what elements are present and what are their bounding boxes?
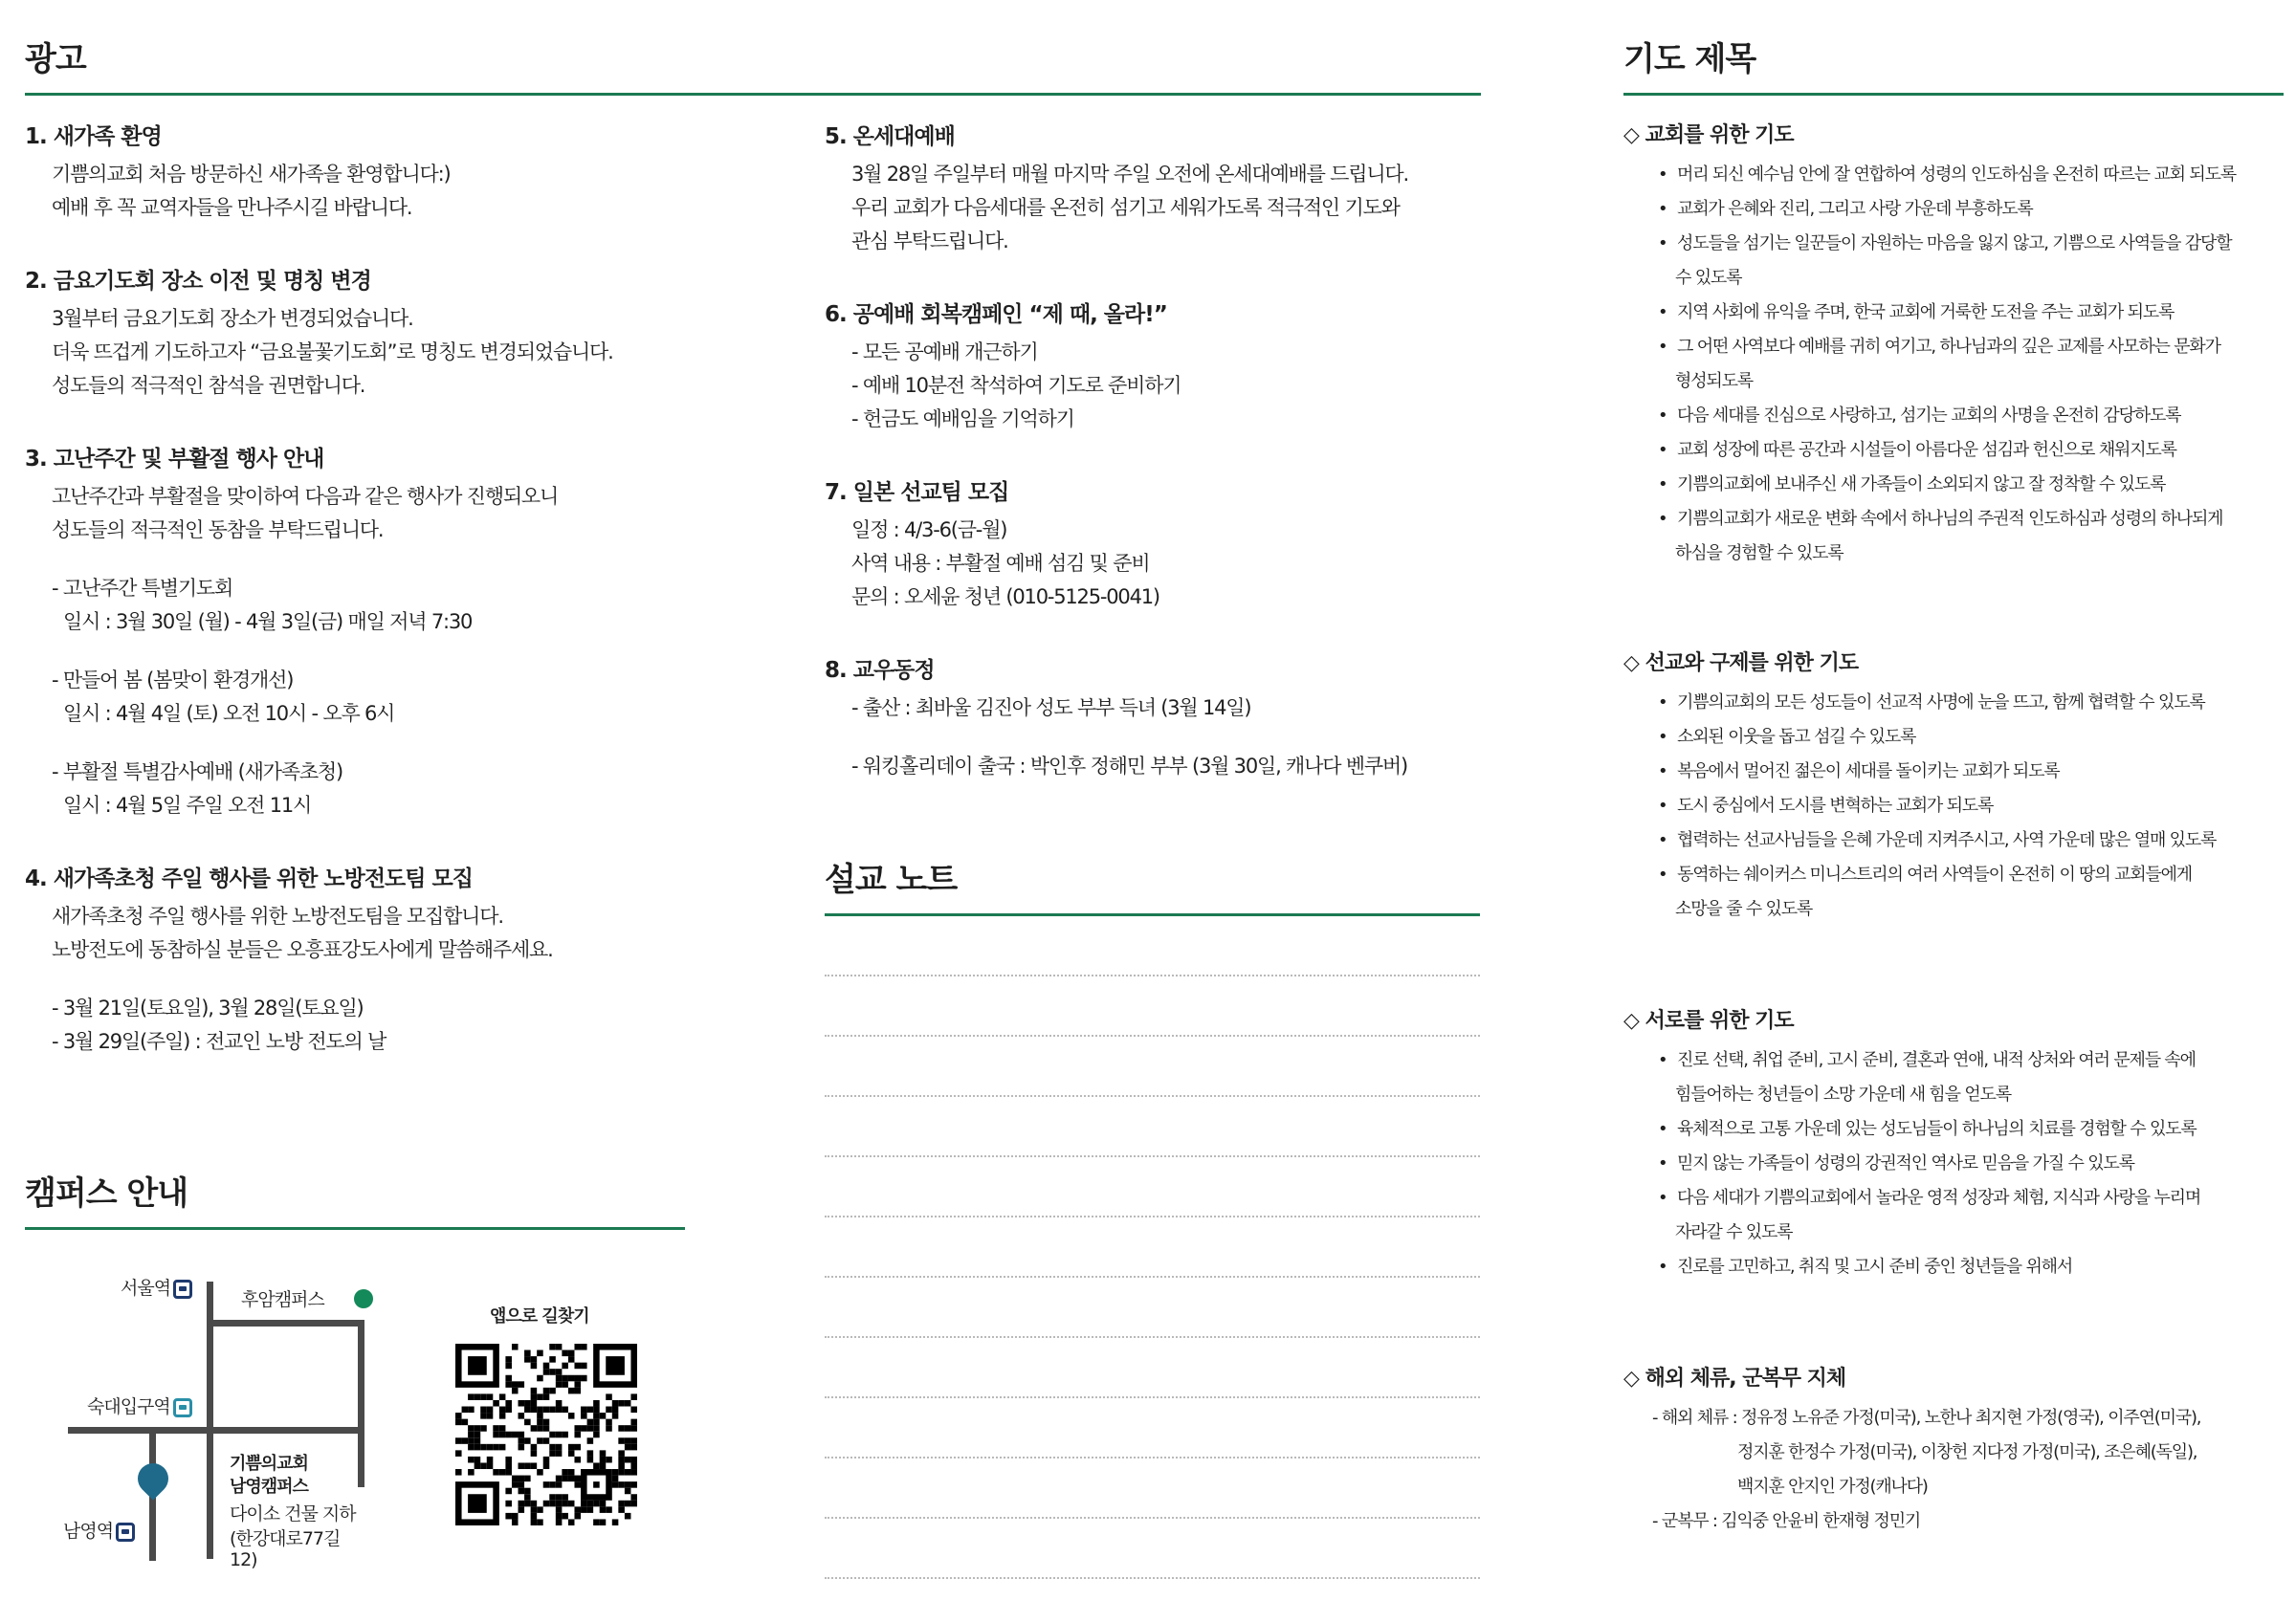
ad-title: 7. 일본 선교팀 모집: [825, 480, 1009, 505]
prayer-item-text: • 협력하는 선교사님들을 은혜 가운데 지켜주시고, 사역 가운데 많은 열매 있도록: [1677, 830, 2217, 850]
prayer-item-text: • 기쁨의교회가 새로운 변화 속에서 하나님의 주권적 인도하심과 성령의 하나되게: [1677, 509, 2223, 529]
note-line[interactable]: [825, 1037, 1480, 1097]
prayer-item-text: • 교회 성장에 따른 공간과 시설들이 아름다운 섬김과 헌신으로 채워지도록: [1677, 440, 2176, 460]
note-line[interactable]: [825, 1459, 1480, 1519]
prayer-item-text: • 믿지 않는 가족들이 성령의 강권적인 역사로 믿음을 가질 수 있도록: [1677, 1153, 2134, 1173]
prayer-group-church: [1623, 119, 2284, 571]
sermon-title: 설교 노트: [825, 853, 1480, 916]
prayer-item-text: 자라갈 수 있도록: [1675, 1222, 1793, 1242]
prayer-item-text: • 진로를 고민하고, 취직 및 고시 준비 중인 청년들을 위해서: [1677, 1257, 2073, 1277]
prayer-item-text: • 다음 세대가 기쁨의교회에서 놀라운 영적 성장과 체험, 지식과 사랑을 누리며: [1677, 1188, 2201, 1208]
prayer-item-text: • 그 어떤 사역보다 예배를 귀히 여기고, 하나님과의 깊은 교제를 사모하는 문화가: [1677, 337, 2220, 357]
prayer-group-title: ◇ 교회를 위한 기도: [1623, 123, 1794, 147]
huam-campus-label: 후암캠퍼스: [241, 1289, 324, 1310]
campus-map-area: [44, 1253, 695, 1578]
ad-title: 8. 교우동정: [825, 658, 935, 683]
sookmyung-station-label: 숙대입구역: [87, 1393, 192, 1418]
prayer-item-text: 소망을 줄 수 있도록: [1675, 899, 1813, 919]
ad-line: 사역 내용 : 부활절 예배 섬김 및 준비: [851, 552, 1150, 575]
prayer-item-text: • 기쁨의교회에 보내주신 새 가족들이 소외되지 않고 잘 정착할 수 있도록: [1677, 474, 2166, 494]
prayer-item: [1623, 823, 2284, 858]
prayer-list: [1623, 158, 2284, 571]
ad-title: 3. 고난주간 및 부활절 행사 안내: [25, 447, 324, 472]
abroad-line: 정지훈 한정수 가정(미국), 이창헌 지다정 가정(미국), 조은혜(독일),: [1737, 1442, 2197, 1462]
namyoung-station-label: 남영역: [63, 1517, 135, 1543]
ad-line: - 예배 10분전 착석하여 기도로 준비하기: [851, 374, 1181, 397]
event-name: - 고난주간 특별기도회: [52, 577, 233, 600]
prayer-title: 기도 제목: [1623, 33, 2284, 96]
prayer-item-text: 형성되도록: [1675, 371, 1753, 391]
prayer-group-title: ◇ 서로를 위한 기도: [1623, 1009, 1794, 1033]
prayer-item: [1623, 330, 2284, 399]
event-name: - 만들어 봄 (봄맞이 환경개선): [52, 669, 294, 691]
address-line: 12): [230, 1549, 257, 1570]
prayer-item: [1623, 433, 2284, 468]
event-date: 일시 : 4월 4일 (토) 오전 10시 - 오후 6시: [63, 702, 395, 725]
subway-icon: [116, 1523, 135, 1542]
prayer-item: [1623, 686, 2284, 720]
sermon-notes: [825, 853, 1480, 1579]
ad-title: 1. 새가족 환영: [25, 124, 162, 149]
ad-line: 더욱 뜨겁게 기도하고자 “금요불꽃기도회”로 명칭도 변경되었습니다.: [52, 340, 613, 363]
ad-item-5: [825, 119, 1480, 258]
ad-line: 3월 28일 주일부터 매월 마지막 주일 오전에 온세대예배를 드립니다.: [851, 163, 1408, 186]
note-line[interactable]: [825, 1217, 1480, 1278]
ads-title: 광고: [25, 33, 1481, 96]
location-pin-icon: [131, 1457, 174, 1500]
note-line[interactable]: [825, 1278, 1480, 1338]
subway-icon: [173, 1398, 192, 1417]
ad-item-8: [825, 652, 1480, 783]
note-line[interactable]: [825, 1519, 1480, 1579]
prayer-group-mission: [1623, 647, 2284, 927]
prayer-item: [1623, 755, 2284, 789]
note-line[interactable]: [825, 1157, 1480, 1217]
ad-line: - 헌금도 예배임을 기억하기: [851, 407, 1074, 430]
prayer-item-text: • 도시 중심에서 도시를 변혁하는 교회가 되도록: [1677, 796, 1994, 816]
ad-title: 6. 공예배 회복캠페인 “제 때, 올라!”: [825, 302, 1167, 327]
ad-title: 2. 금요기도회 장소 이전 및 명칭 변경: [25, 269, 371, 294]
ad-line: 예배 후 꼭 교역자들을 만나주시길 바랍니다.: [52, 196, 412, 219]
prayer-item: [1623, 158, 2284, 192]
prayer-group-each-other: [1623, 1004, 2284, 1284]
ad-item-3: [25, 441, 685, 822]
note-line[interactable]: [825, 1097, 1480, 1157]
ad-line: - 모든 공예배 개근하기: [851, 340, 1038, 363]
qr-code[interactable]: [455, 1344, 637, 1525]
ad-line: 3월부터 금요기도회 장소가 변경되었습니다.: [52, 307, 413, 330]
church-campus-name: 남영캠퍼스: [230, 1477, 308, 1497]
address-line: (한강대로77길: [230, 1528, 341, 1549]
ad-line: 노방전도에 동참하실 분들은 오흥표강도사에게 말씀해주세요.: [52, 938, 553, 961]
campus-map[interactable]: [44, 1253, 446, 1568]
road: [207, 1320, 364, 1327]
prayer-item-text: 하심을 경험할 수 있도록: [1675, 543, 1843, 563]
prayer-item: [1623, 296, 2284, 330]
ad-title: 4. 새가족초청 주일 행사를 위한 노방전도팀 모집: [25, 866, 473, 891]
prayer-item-text: • 기쁨의교회의 모든 성도들이 선교적 사명에 눈을 뜨고, 함께 협력할 수 있도록: [1677, 692, 2205, 713]
ads-list-right: [825, 119, 1480, 783]
prayer-item: [1623, 1147, 2284, 1181]
ad-line: - 3월 29일(주일) : 전교인 노방 전도의 날: [52, 1030, 386, 1053]
prayer-item: [1623, 1181, 2284, 1250]
prayer-item-text: • 교회가 은혜와 진리, 그리고 사랑 가운데 부흥하도록: [1677, 199, 2033, 219]
ad-line: 성도들의 적극적인 동참을 부탁드립니다.: [52, 518, 384, 541]
prayer-item: [1623, 1250, 2284, 1284]
prayer-item-text: 수 있도록: [1675, 268, 1742, 288]
ad-line: 기쁨의교회 처음 방문하신 새가족을 환영합니다:): [52, 163, 451, 186]
prayer-item-text: • 진로 선택, 취업 준비, 고시 준비, 결혼과 연애, 내적 상처와 여러 문제들 속에: [1677, 1050, 2196, 1070]
ad-line: - 워킹홀리데이 출국 : 박인후 정해민 부부 (3월 30일, 캐나다 벤쿠버): [851, 755, 1408, 778]
huam-campus-marker: [354, 1289, 373, 1308]
prayer-item-text: • 육체적으로 고통 가운데 있는 성도님들이 하나님의 치료를 경험할 수 있도록: [1677, 1119, 2197, 1139]
military-line: - 군복무 : 김익중 안윤비 한재형 정민기: [1652, 1511, 1921, 1531]
campus-section: [25, 1167, 685, 1230]
prayer-item-text: • 성도들을 섬기는 일꾼들이 자원하는 마음을 잃지 않고, 기쁨으로 사역들을 감당할: [1677, 233, 2232, 253]
prayer-group-abroad: [1623, 1362, 2284, 1539]
prayer-item: [1623, 1043, 2284, 1112]
ad-line: 일정 : 4/3-6(금-월): [851, 518, 1007, 541]
road: [358, 1320, 364, 1487]
event-date: 일시 : 4월 5일 주일 오전 11시: [63, 794, 312, 817]
subway-icon: [173, 1280, 192, 1299]
event-date: 일시 : 3월 30일 (월) - 4월 3일(금) 매일 저녁 7:30: [63, 610, 473, 633]
campus-title: 캠퍼스 안내: [25, 1167, 685, 1230]
ad-line: 관심 부탁드립니다.: [851, 230, 1008, 252]
note-line[interactable]: [825, 916, 1480, 976]
ad-line: 새가족초청 주일 행사를 위한 노방전도팀을 모집합니다.: [52, 905, 503, 928]
prayer-item: [1623, 399, 2284, 433]
abroad-line: - 해외 체류 : 정유정 노유준 가정(미국), 노한나 최지현 가정(영국), 이주연(미국),: [1652, 1408, 2201, 1428]
address-line: 다이소 건물 지하: [230, 1503, 356, 1524]
road: [68, 1427, 364, 1434]
prayer-item: [1623, 502, 2284, 571]
ad-item-2: [25, 263, 685, 403]
ad-line: 성도들의 적극적인 참석을 권면합니다.: [52, 374, 365, 397]
prayer-item: [1623, 227, 2284, 296]
ads-list-left: [25, 119, 685, 1059]
event-name: - 부활절 특별감사예배 (새가족초청): [52, 760, 342, 783]
ad-line: 우리 교회가 다음세대를 온전히 섬기고 세워가도록 적극적인 기도와: [851, 196, 1400, 219]
ad-line: 고난주간과 부활절을 맞이하여 다음과 같은 행사가 진행되오니: [52, 485, 559, 508]
prayer-item-text: • 동역하는 쉐이커스 미니스트리의 여러 사역들이 온전히 이 땅의 교회들에게: [1677, 865, 2192, 885]
ad-item-1: [25, 119, 685, 225]
abroad-line: 백지훈 안지인 가정(캐나다): [1737, 1477, 1928, 1497]
seoul-station-label: 서울역: [121, 1274, 192, 1300]
prayer-header: [1623, 33, 2284, 96]
note-line[interactable]: [825, 1338, 1480, 1398]
church-name: 기쁨의교회: [230, 1454, 308, 1474]
prayer-item: [1623, 468, 2284, 502]
qr-caption: 앱으로 길찾기: [490, 1306, 589, 1327]
prayer-item: [1623, 789, 2284, 823]
prayer-list: [1623, 1043, 2284, 1284]
prayer-list: [1623, 686, 2284, 927]
note-lines[interactable]: [825, 916, 1480, 1579]
ad-item-4: [25, 861, 685, 1059]
prayer-item: [1623, 858, 2284, 927]
prayer-item-text: • 소외된 이웃을 돕고 섬길 수 있도록: [1677, 727, 1916, 747]
prayer-item-text: • 다음 세대를 진심으로 사랑하고, 섬기는 교회의 사명을 온전히 감당하도록: [1677, 406, 2181, 426]
prayer-group-title: ◇ 해외 체류, 군복무 지체: [1623, 1367, 1846, 1391]
note-line[interactable]: [825, 976, 1480, 1037]
prayer-item: [1623, 1112, 2284, 1147]
prayer-item-text: • 복음에서 멀어진 젊은이 세대를 돌이키는 교회가 되도록: [1677, 761, 2060, 781]
prayer-group-title: ◇ 선교와 구제를 위한 기도: [1623, 651, 1859, 675]
prayer-item: [1623, 720, 2284, 755]
ads-header: [25, 33, 1481, 96]
prayer-item-text: • 머리 되신 예수님 안에 잘 연합하여 성령의 인도하심을 온전히 따르는 교회 되도록: [1677, 164, 2236, 185]
ad-item-7: [825, 474, 1480, 614]
ad-line: 문의 : 오세윤 청년 (010-5125-0041): [851, 585, 1159, 608]
ad-title: 5. 온세대예배: [825, 124, 955, 149]
prayer-item: [1623, 192, 2284, 227]
prayer-item-text: • 지역 사회에 유익을 주며, 한국 교회에 거룩한 도전을 주는 교회가 되도록: [1677, 302, 2175, 322]
ad-line: - 3월 21일(토요일), 3월 28일(토요일): [52, 997, 364, 1020]
ad-item-6: [825, 296, 1480, 436]
prayer-item-text: 힘들어하는 청년들이 소망 가운데 새 힘을 얻도록: [1675, 1085, 2011, 1105]
note-line[interactable]: [825, 1398, 1480, 1459]
ad-line: - 출산 : 최바울 김진아 성도 부부 득녀 (3월 14일): [851, 696, 1251, 719]
